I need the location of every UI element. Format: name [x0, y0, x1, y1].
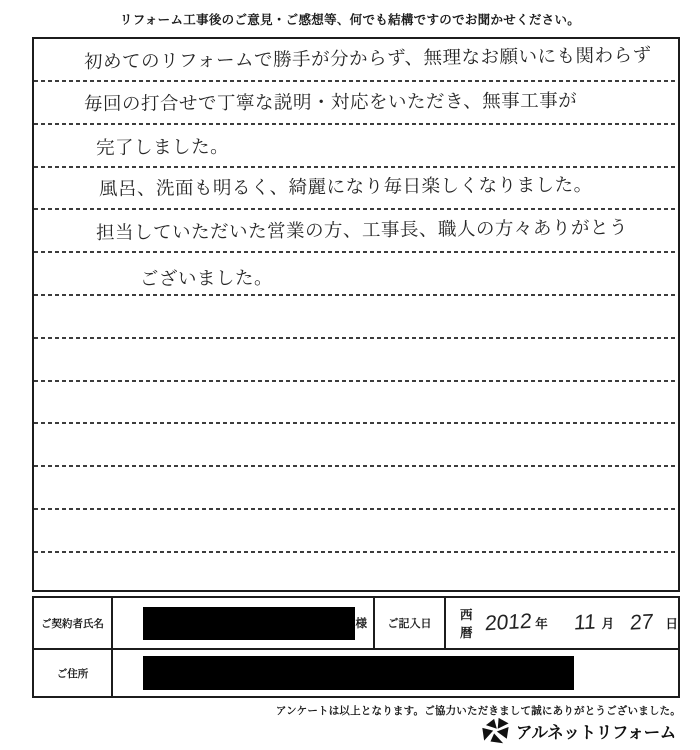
page-title: リフォーム工事後のご意見・ご感想等、何でも結構ですのでお聞かせください。	[119, 13, 581, 27]
ruled-line	[34, 251, 678, 253]
ruled-line	[34, 294, 678, 296]
table-row	[34, 598, 678, 650]
name-honorific: 様	[355, 618, 367, 630]
ruled-line	[34, 123, 678, 125]
address-label: ご住所	[34, 650, 113, 696]
ruled-line	[34, 422, 678, 424]
ruled-line	[34, 80, 678, 82]
contact-info-table	[32, 596, 680, 698]
handwriting-line: 毎回の打合せで丁寧な説明・対応をいただき、無事工事が	[83, 89, 578, 114]
table-row	[34, 650, 678, 696]
month-value: 11	[573, 610, 597, 635]
name-redaction	[143, 607, 355, 640]
ruled-line	[34, 380, 678, 382]
handwriting-line: ございました。	[139, 266, 274, 289]
day-unit: 日	[665, 617, 678, 631]
handwriting-line: 完了しました。	[95, 135, 230, 158]
month-unit: 月	[601, 617, 615, 631]
handwriting-line: 担当していただいた営業の方、工事長、職人の方々ありがとう	[95, 216, 629, 243]
feedback-box	[32, 37, 680, 592]
handwriting-line: 風呂、洗面も明るく、綺麗になり毎日楽しくなりました。	[98, 173, 593, 199]
ruled-line	[34, 208, 678, 210]
contract-name-label: ご契約者氏名	[34, 598, 113, 648]
year-unit: 年	[535, 617, 548, 631]
ruled-line	[34, 465, 678, 467]
day-value: 27	[629, 610, 655, 635]
brand-logo	[480, 716, 676, 746]
closing-text: アンケートは以上となります。ご協力いただきまして誠にありがとうございました。	[275, 705, 681, 717]
address-redaction	[143, 656, 574, 690]
year-value: 2012	[483, 609, 533, 636]
date-label: ご記入日	[375, 598, 446, 648]
brand-name: アルネットリフォーム	[515, 724, 676, 742]
ruled-line	[34, 337, 678, 339]
ruled-line	[34, 166, 678, 168]
ruled-line	[34, 551, 678, 553]
era-label: 西暦	[460, 608, 473, 640]
handwriting-line: 初めてのリフォームで勝手が分からず、無理なお願いにも関わらず	[83, 44, 652, 72]
date-value-cell	[446, 598, 678, 648]
ruled-line	[34, 508, 678, 510]
pinwheel-star-icon	[480, 717, 510, 746]
address-cell	[113, 650, 678, 696]
contract-name-cell	[113, 598, 375, 648]
